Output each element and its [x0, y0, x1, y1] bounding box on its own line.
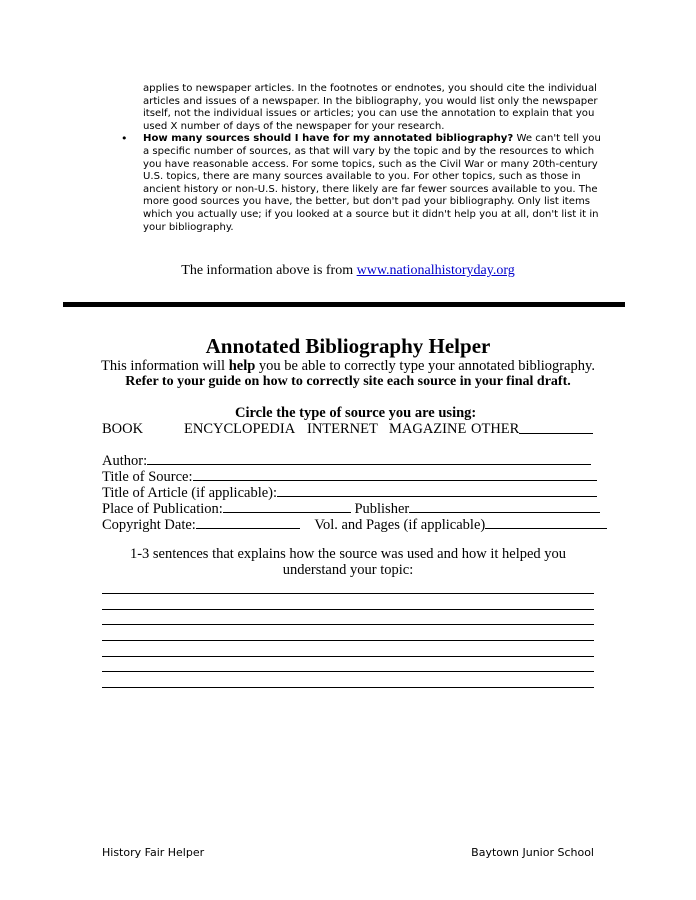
vol-pages-blank[interactable] [485, 516, 607, 529]
answer-line[interactable] [102, 656, 594, 657]
type-magazine[interactable]: MAGAZINE [389, 421, 467, 437]
type-book[interactable]: BOOK [102, 421, 144, 437]
answer-line[interactable] [102, 671, 594, 672]
source-prefix: The information above is from [181, 263, 357, 278]
place-blank[interactable] [223, 500, 351, 513]
info-bold: help [228, 358, 256, 374]
title-source-label: Title of Source: [102, 469, 193, 485]
title-article-label: Title of Article (if applicable): [102, 485, 278, 501]
copyright-field [102, 516, 607, 534]
copyright-blank[interactable] [196, 516, 300, 529]
type-encyclopedia[interactable]: ENCYCLOPEDIA [184, 421, 296, 437]
continuation-paragraph: applies to newspaper articles. In the footnotes or endnotes, you should cite the individual articles and issues of a newspaper. In the bibliography, you would list only the newspaper itself, not the individual issues or articles; you can use the annotation to explain that you used X number of days of the newspaper for your research. [143, 83, 598, 132]
source-link[interactable]: www.nationalhistoryday.org [356, 263, 515, 278]
author-blank[interactable] [147, 452, 591, 465]
circle-prompt: Circle the type of source you are using: [235, 405, 477, 421]
section-divider [63, 302, 625, 307]
footer-right: Baytown Junior School [471, 846, 594, 859]
place-label: Place of Publication: [102, 501, 223, 517]
answer-line[interactable] [102, 609, 594, 610]
vol-pages-label: Vol. and Pages (if applicable) [314, 517, 486, 533]
publisher-label: Publisher [354, 501, 410, 517]
bullet-answer: We can't tell you a specific number of sources, as that will vary by the topic and by the resources to which you have reasonable access. For some topics, such as the Civil War or many 20th-century U.S. topics, there are many sources available to you. For other topics, such as those in ancient history or non-U.S. history, there likely are far fewer sources available to you. The more good sources you have, the better, but don't pad your bibliography. Only list items which you actually use; if you looked at a source but it didn't help you at all, don't list it in your bibliography. [143, 133, 601, 233]
sentences-prompt: 1-3 sentences that explains how the source was used and how it helped you understand your topic: [129, 546, 567, 578]
info-pre: This information will [101, 358, 229, 374]
page-title: Annotated Bibliography Helper [205, 334, 491, 358]
answer-line[interactable] [102, 640, 594, 641]
type-internet[interactable]: INTERNET [307, 421, 378, 437]
footer-left: History Fair Helper [102, 846, 205, 859]
top-text-block [121, 83, 608, 234]
other-blank[interactable] [519, 421, 593, 434]
info-post: you be able to correctly type your annotated bibliography. [255, 358, 595, 374]
answer-line[interactable] [102, 687, 594, 688]
source-type-options [102, 421, 597, 439]
author-label: Author: [102, 453, 148, 469]
publisher-blank[interactable] [409, 500, 600, 513]
answer-line[interactable] [102, 593, 594, 594]
answer-line[interactable] [102, 624, 594, 625]
type-other[interactable]: OTHER [471, 421, 519, 438]
copyright-label: Copyright Date: [102, 517, 196, 533]
title-source-blank[interactable] [193, 468, 597, 481]
info-line [0, 358, 696, 375]
title-article-blank[interactable] [277, 484, 597, 497]
source-line [0, 263, 696, 279]
bullet-icon: • [121, 132, 128, 146]
bullet-question: How many sources should I have for my annotated bibliography? [143, 133, 514, 145]
list-item [121, 132, 608, 234]
refer-line: Refer to your guide on how to correctly site each source in your final draft. [125, 374, 571, 389]
